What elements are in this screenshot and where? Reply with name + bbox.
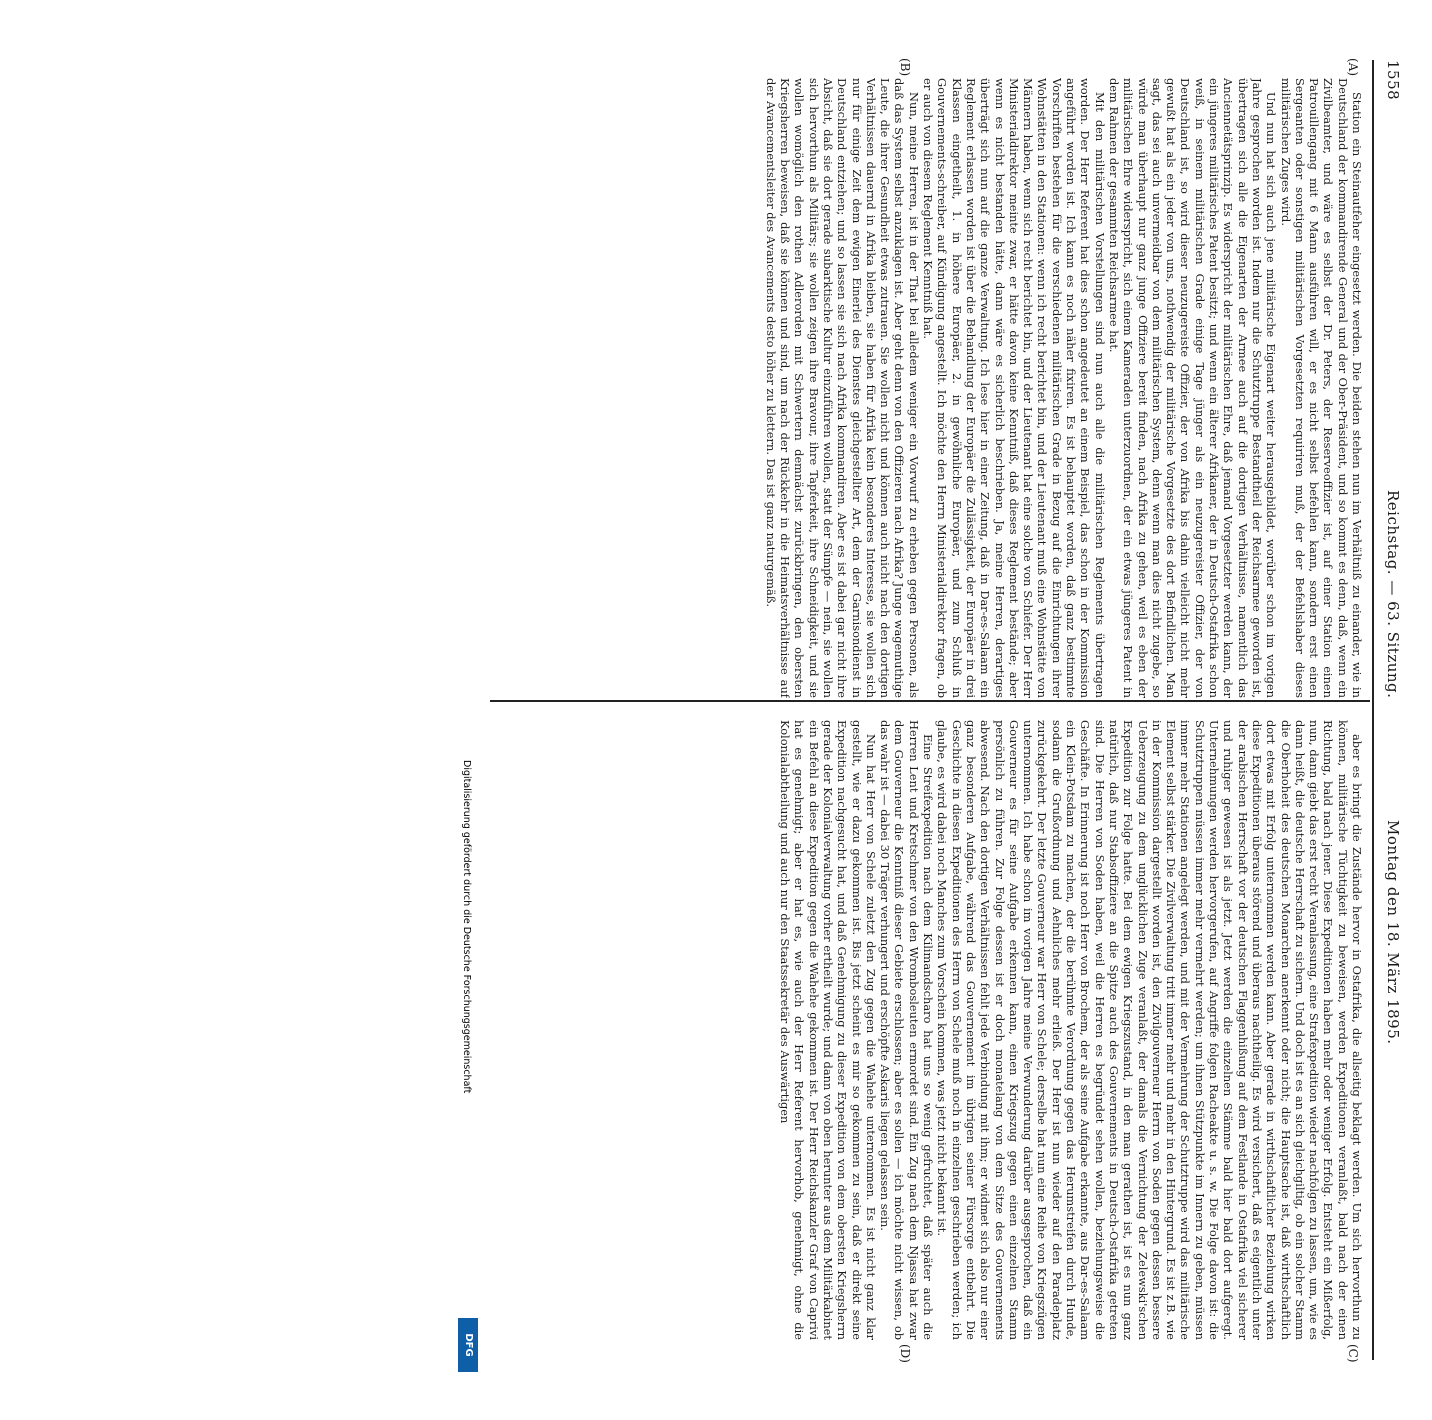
left-column: [494, 78, 1364, 698]
paragraph: Eine Streifexpedition nach dem Kilimandscharo hat uns so wenig gefruchtet, daß später auch die Herren Lent und Kretschmer von den Wrombosleuten ermordet sind. Ein Zug nach dem Njassa hat zwar dem Gouverneur die Kenntniß dieser Gebiete erschlossen; aber es sollen — ich möchte nicht wissen, ob das wahr ist — dabei 30 Träger verhungert und erschöpfte Askaris liegen gelassen sein.: [878, 720, 936, 1340]
column-divider: [490, 700, 1370, 702]
paragraph: Nun hat Herr von Schele zuletzt den Zug gegen die Wahehe unternommen. Es ist nicht ganz klar gestellt, wie er dazu gekommen ist. Bis jetzt scheint es mir so gekommen zu sein, daß er direkt seine Expedition nachgesucht hat, und daß Genehmigung zu dieser Expedition von dem obersten Kriegsherrn gerade der Kolonialverwaltung vorher ertheilt wurde; und dann von oben herunter aus dem Militärkabinet ein Befehl an diese Expedition gegen die Wahehe gekommen ist. Der Herr Reichskanzler Graf von Caprivi hat es genehmigt; aber er hat es, wie auch der Herr Referent hervorhob, genehmigt, ohne die Kolonialabtheilung und auch nur den Staatssekretär des Auswärtigen: [778, 720, 878, 1340]
page-number: 1558: [1384, 60, 1402, 101]
margin-marker-b: (B): [898, 58, 912, 77]
paragraph: Und nun hat sich auch jene militärische Eigenart weiter herausgebildet, worüber schon im vorigen Jahre gesprochen worden ist. Indem nur die Schutztruppe Bestandtheil der Reichsarmee geworden ist, übertragen sich alle die Eigenarten der Armee auch auf die dortigen Verhältnisse, namentlich das Anciennetätsprinzip. Es widerspricht der militärischen Ehre, daß jemand Vorgesetzter werden kann, der ein jüngeres militärisches Patent besitzt; und wenn ein älterer Afrikaner, der in Deutsch-Ostafrika schon weiß, in seinem militärischen Grade einige Tage jünger als ein neuzugereister Offizier, der von Deutschland ist, so wird dieser neuzugereiste Offizier, der von Afrika bis dahin vielleicht nicht mehr gewußt hat als ein jeder von uns, nothwendig der militärische Vorgesetzte des dort Befindlichen. Man sagt, das sei auch unvermeidbar von dem militärischen System, denn wenn man dies nicht zugebe, so würde man überhaupt nur ganz junge Offiziere bereit finden, nach Afrika zu gehen, weil es eben der militärischen Ehre widerspricht, sich einem Kameraden unterzuordnen, der ein etwas jüngeres Patent in dem Rahmen der gesammten Reichsarmee hat.: [1106, 78, 1279, 698]
page-header: [1376, 60, 1402, 1420]
paragraph: Station ein Steinautfeher eingesetzt werden. Die beiden stehen nun im Verhältniß zu einander, wie in Deutschland der kommandirende General und der Ober-Präsident, und so kommt es denn, daß, wenn ein Zivilbeamter, und wäre es selbst der Dr. Peters, der Reserveoffizier ist, auf einer Station einen Patrouillengang mit 6 Mann ausführen will, er es nicht selbst befehlen kann, sondern erst einen Sergeanten oder sonstigen militärischen Vorgesetzten requiriren muß, der der Befehlshaber dieses militärischen Zuges wird.: [1278, 78, 1364, 698]
margin-marker-c: (C): [1346, 1344, 1360, 1363]
session-title: Reichstag. — 63. Sitzung.: [1384, 490, 1402, 699]
paragraph: Mit den militärischen Vorstellungen sind nun auch alle die militärischen Reglements übertragen worden. Der Herr Referent hat dies schon angedeutet an einem Beispiel, das schon in der Kommission angeführt worden ist. Ich kann es noch näher fixiren. Es ist behauptet worden, daß ganz bestimmte Vorschriften bestehen für die verschiedenen militärischen Grade in Bezug auf die Einrichtungen ihrer Wohnstätten in den Stationen: wenn ich recht berichtet bin, und der Lieutenant muß eine Wohnstätte von Männern haben, wenn sich recht berichtet bin, und der Lieutenant hat eine solche von Schiefer. Der Herr Ministerialdirektor meinte zwar, er hätte davon keine Kenntniß, daß dieses Reglement bestände; aber wenn es nicht bestanden hätte, dann wäre es sicherlich beschrieben. Ja, meine Herren, derartiges überträgt sich nun auf die ganze Verwaltung. Ich lese hier in einer Zeitung, daß in Dar-es-Salaam ein Reglement erlassen worden ist über die Behandlung der Europäer die Zulässigkeit, der Europäer in drei Klassen eingetheilt, 1. in höhere Europäer, 2. in gewöhnliche Europäer, und zum Schluß in Gouvernements-schreiber, auf Kündigung angestellt. Ich möchte den Herrn Ministerialdirektor fragen, ob er auch von diesem Reglement Kenntniß hat.: [921, 78, 1107, 698]
digitization-credit: Digitalisierung gefördert durch die Deutsche Forschungsgemeinschaft: [461, 760, 472, 1094]
header-rule: [1372, 60, 1374, 1360]
paragraph: Nun, meine Herren, ist in der That bei alledem weniger ein Vorwurf zu erheben gegen Personen, als daß das System selbst anzuklagen ist. Aber geht denn von den Offizieren nach Afrika? Junge wagemuthige Leute, die ihrer Gesundheit etwas zutrauen. Sie wollen nicht und können auch nicht nach den dortigen Verhältnissen dauernd in Afrika bleiben, sie haben für Afrika kein besonderes Interesse, sie wollen sich nur für einige Zeit dem ewigen Einerlei des Dienstes gleichgestellter Art, dem der Garnisondienst in Deutschland entziehen; und so lassen sie sich nach Afrika kommandiren. Aber es ist dabei gar nicht ihre Absicht, daß sie dort gerade subarktische Kultur einzuführen wollen, statt der Sümpfe — nein, sie wollen sich hervorthun als Militärs; sie wollen zeigen ihre Bravour, ihre Tapferkeit, ihre Schneidigkeit, und sie wollen womöglich den rothen Adlerorden mit Schwertern demnächst zurückbringen, den obersten Kriegsherren beweisen, daß sie können und sind, um nach der Rückkehr in die Heimatsverhältnisse auf der Avancementsleiter des Avancements desto höher zu klettern. Das ist ganz naturgemäß.: [763, 78, 921, 698]
dfg-logo: DFG: [458, 1318, 478, 1372]
right-column: [494, 720, 1364, 1340]
margin-marker-d: (D): [898, 1344, 912, 1363]
margin-marker-a: (A): [1346, 58, 1360, 77]
session-date: Montag den 18. März 1895.: [1384, 820, 1402, 1045]
paragraph: aber es bringt die Zustände hervor in Ostafrika, die allseitig beklagt werden. Um sich hervorthun zu können, militärische Tüchtigkeit zu beweisen, werden Expeditionen veranlaßt, bald nach der einen Richtung, bald nach jener. Diese Expeditionen haben mehr oder weniger Erfolg. Entsteht ein Mißerfolg, nun, dann giebt das erst recht Veranlassung, eine Strafexpedition wieder nachfolgen zu lassen, um, wie es dann heißt, die deutsche Herrschaft zu sichern. Und doch ist es an sich gleichgiltig, ob ein solcher Stamm die Oberhoheit des deutschen Monarchen anerkennt oder nicht; die Hauptsache ist, daß wirthschaftlich dort etwas mit Erfolg unternommen werden kann. Aber gerade in wirthschaftlicher Beziehung wirken diese Expeditionen überaus störend und überaus nachtheilig. Es wird versichert, daß es eigentlich unter der arabischen Herrschaft vor der deutschen Flaggenhißung auf dem Festlande in Ostafrika viel sicherer und ruhiger gewesen ist als jetzt. Jetzt werden die einzelnen Stämme bald hier bald dort aufgeregt. Unternehmungen werden hervorgerufen, auf Angriffe folgen Racheakte u. s. w. Die Folge davon ist: die Schutztruppen müssen immer mehr vermehrt werden; um ihnen Stützpunkte im Innern zu geben, müssen immer mehr Stationen angelegt werden, und mit der Vermehrung der Schutztruppe wird das militärische Element selbst stärker. Die Zivilverwaltung tritt immer mehr und mehr in den Hintergrund. Es ist z.B. wie in der Kommission dargestellt worden ist, den Zivilgouverneur Herrn von Soden gegen dessen bessere Ueberzeugung zu dem unglücklichen Zuge veranlaßt, der damals die Vernichtung der Zelewski'schen Expedition zur Folge hatte. Bei dem ewigen Kriegszustand, in den man gerathen ist, ist es nun ganz natürlich, daß nur Stabsoffiziere an die Spitze auch des Gouvernements in Deutsch-Ostafrika getreten sind. Die Herren von Soden haben, weil die Herren es begründet sehen wollen, beziehungsweise die Geschäfte. In Erinnerung ist noch Herr von Brochem, der als seine Aufgabe erkannte, aus Dar-es-Salaam ein Klein-Potsdam zu machen, der die berühmte Verordnung gegen das Herumstreifen durch Hunde, sodann die Grußordnung und Aehnliches mehr erließ. Der Herr ist nun wieder auf den Paradeplatz zurückgekehrt. Der letzte Gouverneur war Herr von Schele; derselbe hat nun eine Reihe von Kriegszügen unternommen. Ich habe schon im vorigen Jahre meine Verwunderung darüber ausgesprochen, daß ein Gouverneur es für seine Aufgabe erkennen kann, einen Kriegszug gegen einen einzelnen Stamm persönlich zu führen. Zur Folge dessen ist er doch monatelang von dem Sitze des Gouvernements abwesend. Nach den dortigen Verhältnissen fehlt jede Verbindung mit ihm; er widmet sich also nur einer ganz besonderen Aufgabe, während das Gouvernement im übrigen seiner Fürsorge entbehrt. Die Geschichte in diesen Expeditionen des Herrn von Schele muß noch in einzelnen geschrieben werden; ich glaube, es wird dabei noch Manches zum Vorschein kommen, was jetzt nicht bekannt ist.: [935, 720, 1364, 1340]
